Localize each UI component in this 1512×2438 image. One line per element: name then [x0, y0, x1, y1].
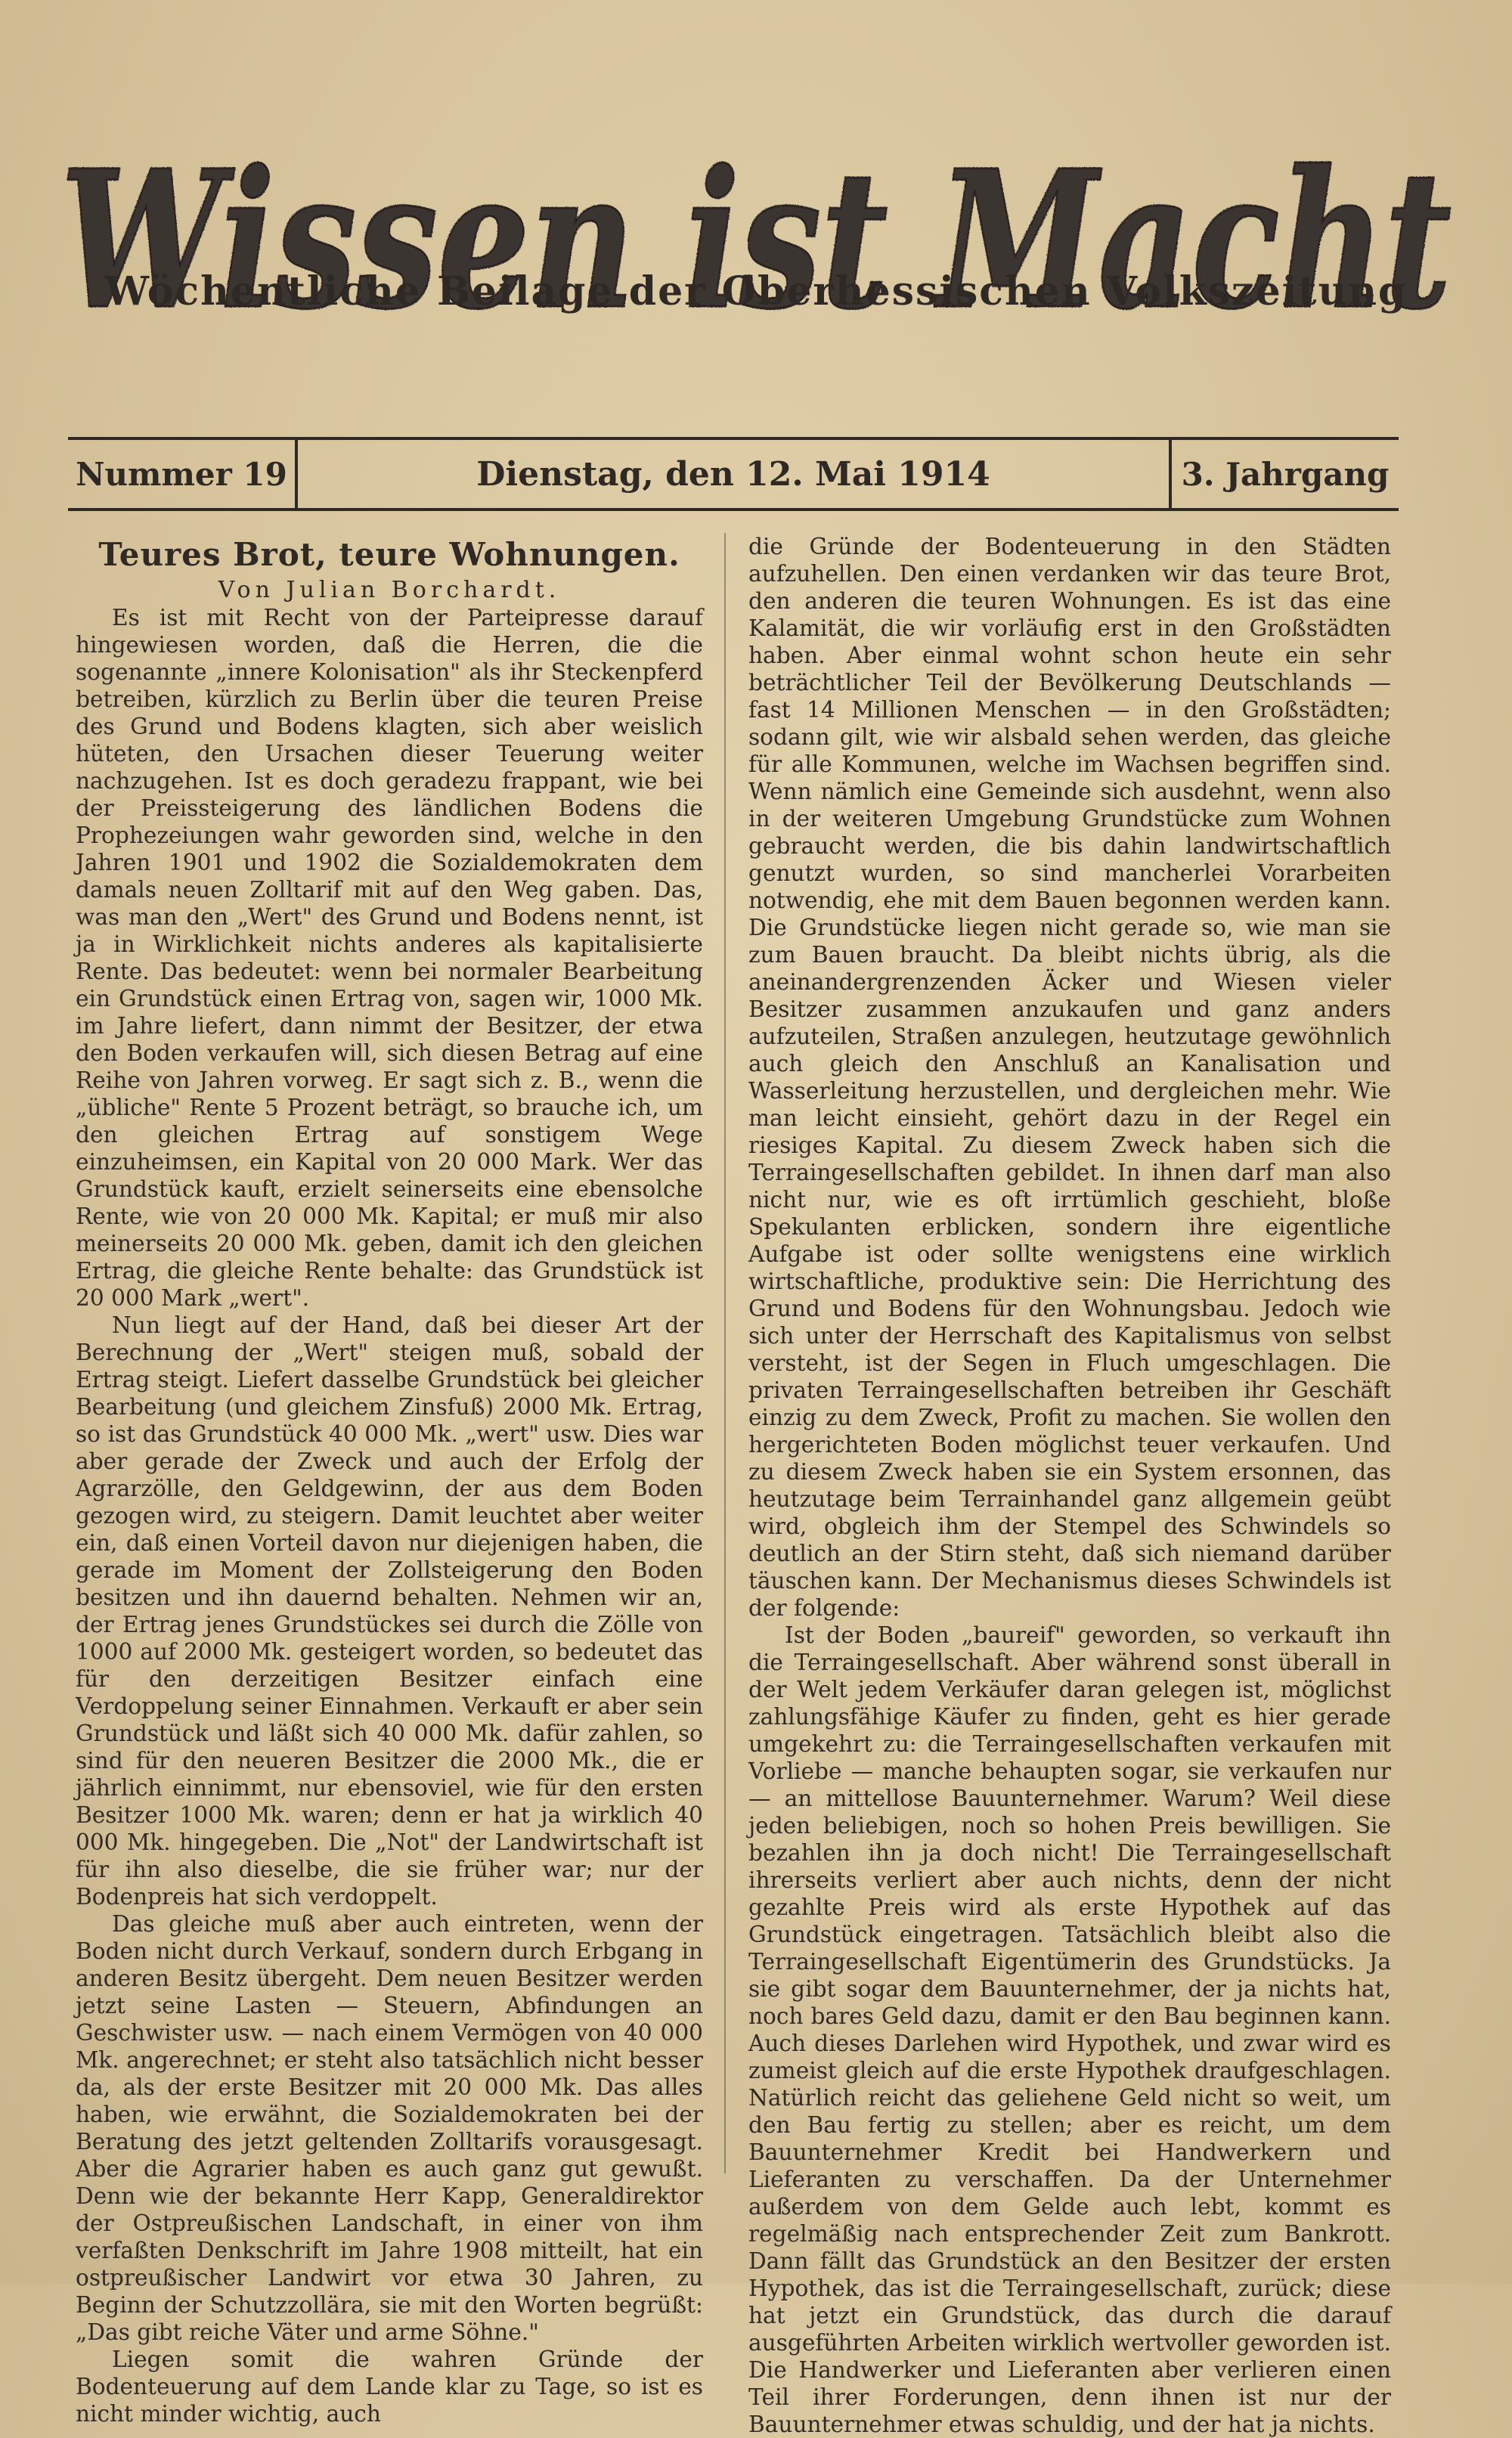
issue-info-bar: [68, 437, 1399, 511]
article-paragraph: Liegen somit die wahren Gründe der Bodenteuerung auf dem Lande klar zu Tage, so ist es nicht minder wichtig, auch: [76, 2347, 703, 2427]
issue-date: Dienstag, den 12. Mai 1914: [298, 440, 1172, 508]
masthead-subtitle: Wöchentliche Beilage der Oberhessischen Volkszeitung: [104, 268, 1408, 314]
column-divider: [724, 533, 726, 2173]
article-column-left: [76, 533, 703, 2427]
article-byline: Von Julian Borchardt.: [218, 577, 561, 603]
issue-volume: 3. Jahrgang: [1181, 455, 1390, 493]
article-paragraph: Ist der Boden „baureif" geworden, so verkauft ihn die Terraingesellschaft. Aber während sonst überall in der Welt jedem Verkäufer daran gelegen ist, möglichst zahlungsfähige Käufer zu finden, geht es hier gerade umgekehrt zu: die Terraingesellschaften verkaufen mit Vorliebe — manche behaupten sogar, sie verkaufen nur — an mittellose Bauunternehmer. Warum? Weil diese jeden beliebigen, noch so hohen Preis bewilligen. Sie bezahlen ihn ja doch nicht! Die Terraingesellschaft ihrerseits verliert aber auch nichts, denn der nicht gezahlte Preis wird als erste Hypothek auf das Grundstück eingetragen. Tatsächlich bleibt also die Terraingesellschaft Eigentümerin des Grundstücks. Ja sie gibt sogar dem Bauunternehmer, der ja nichts hat, noch bares Geld dazu, damit er den Bau beginnen kann. Auch dieses Darlehen wird Hypothek, und zwar wird es zumeist gleich auf die erste Hypothek draufgeschlagen. Natürlich reicht das geliehene Geld nicht so weit, um den Bau fertig zu stellen; aber es reicht, um dem Bauunternehmer Kredit bei Handwerkern und Lieferanten zu verschaffen. Da der Unternehmer außerdem von dem Gelde auch lebt, kommt es regelmäßig nach entsprechender Zeit zum Bankrott. Dann fällt das Grundstück an den Besitzer der ersten Hypothek, das ist die Terraingesellschaft, zurück; diese hat jetzt ein Grundstück, das durch die darauf ausgeführten Arbeiten wirklich wertvoller geworden ist. Die Handwerker und Lieferanten aber verlieren einen Teil ihrer Forderungen, denn ihnen ist nur der Bauunternehmer etwas schuldig, und der hat ja nichts.: [748, 1622, 1391, 2437]
issue-number: Nummer 19: [68, 440, 298, 508]
article-paragraph: Das gleiche muß aber auch eintreten, wenn der Boden nicht durch Verkauf, sondern durch Erbgang in anderen Besitz übergeht. Dem neuen Besitzer werden jetzt seine Lasten — Steuern, Abfindungen an Geschwister usw. — nach einem Vermögen von 40 000 Mk. angerechnet; er steht also tatsächlich nicht besser da, als der erste Besitzer mit 20 000 Mk. Das alles haben, wie erwähnt, die Sozialdemokraten bei der Beratung des jetzt geltenden Zolltarifs vorausgesagt. Aber die Agrarier haben es auch ganz gut gewußt. Denn wie der bekannte Herr Kapp, Generaldirektor der Ostpreußischen Landschaft, in einer von ihm verfaßten Denkschrift im Jahre 1908 mitteilt, hat ein ostpreußischer Landwirt vor etwa 30 Jahren, zu Beginn der Schutzzollära, sie mit den Worten begrüßt: „Das gibt reiche Väter und arme Söhne.": [76, 1911, 703, 2345]
article-headline: Teures Brot, teure Wohnungen.: [98, 536, 680, 573]
article-paragraph: Es ist mit Recht von der Parteipresse darauf hingewiesen worden, daß die Herren, die die sogenannte „innere Kolonisation" als ihr Steckenpferd betreiben, kürzlich zu Berlin über die teuren Preise des Grund und Bodens klagten, sich aber weislich hüteten, den Ursachen dieser Teuerung weiter nachzugehen. Ist es doch geradezu frappant, wie bei der Preissteigerung des ländlichen Bodens die Prophezeiungen wahr geworden sind, welche in den Jahren 1901 und 1902 die Sozialdemokraten dem damals neuen Zolltarif mit auf den Weg gaben. Das, was man den „Wert" des Grund und Bodens nennt, ist ja in Wirklichkeit nichts anderes als kapitalisierte Rente. Das bedeutet: wenn bei normaler Bearbeitung ein Grundstück einen Ertrag von, sagen wir, 1000 Mk. im Jahre liefert, dann nimmt der Besitzer, der etwa den Boden verkaufen will, sich diesen Betrag auf eine Reihe von Jahren vorweg. Er sagt sich z. B., wenn die „übliche" Rente 5 Prozent beträgt, so brauche ich, um den gleichen Ertrag auf sonstigem Wege einzuheimsen, ein Kapital von 20 000 Mark. Wer das Grundstück kauft, erzielt seinerseits eine ebensolche Rente, wie von 20 000 Mk. Kapital; er muß mir also meinerseits 20 000 Mk. geben, damit ich den gleichen Ertrag, die gleiche Rente behalte: das Grundstück ist 20 000 Mark „wert".: [76, 605, 703, 1311]
article-paragraph: Nun liegt auf der Hand, daß bei dieser Art der Berechnung der „Wert" steigen muß, sobald der Ertrag steigt. Liefert dasselbe Grundstück bei gleicher Bearbeitung (und gleichem Zinsfuß) 2000 Mk. Ertrag, so ist das Grundstück 40 000 Mk. „wert" usw. Dies war aber gerade der Zweck und auch der Erfolg der Agrarzölle, den Geldgewinn, der aus dem Boden gezogen wird, zu steigern. Damit leuchtet aber weiter ein, daß einen Vorteil davon nur diejenigen haben, die gerade im Moment der Zollsteigerung den Boden besitzen und ihn dauernd behalten. Nehmen wir an, der Ertrag jenes Grundstückes sei durch die Zölle von 1000 auf 2000 Mk. gesteigert worden, so bedeutet das für den derzeitigen Besitzer einfach eine Verdoppelung seiner Einnahmen. Verkauft er aber sein Grundstück und läßt sich 40 000 Mk. dafür zahlen, so sind für den neueren Besitzer die 2000 Mk., die er jährlich einnimmt, nur ebensoviel, wie für den ersten Besitzer 1000 Mk. waren; denn er hat ja wirklich 40 000 Mk. hingegeben. Die „Not" der Landwirtschaft ist für ihn also dieselbe, die sie früher war; nur der Bodenpreis hat sich verdoppelt.: [76, 1312, 703, 1910]
article-paragraph: die Gründe der Bodenteuerung in den Städten aufzuhellen. Den einen verdanken wir das teure Brot, den anderen die teuren Wohnungen. Es ist das eine Kalamität, die wir vorläufig erst in den Großstädten haben. Aber einmal wohnt schon heute ein sehr beträchtlicher Teil der Bevölkerung Deutschlands — fast 14 Millionen Menschen — in den Großstädten; sodann gilt, wie wir alsbald sehen werden, das gleiche für alle Kommunen, welche im Wachsen begriffen sind. Wenn nämlich eine Gemeinde sich ausdehnt, wenn also in der weiteren Umgebung Grundstücke zum Wohnen gebraucht werden, die bis dahin landwirtschaftlich genutzt wurden, so sind mancherlei Vorarbeiten notwendig, ehe mit dem Bauen begonnen werden kann. Die Grundstücke liegen nicht gerade so, wie man sie zum Bauen braucht. Da bleibt nichts übrig, als die aneinandergrenzenden Äcker und Wiesen vieler Besitzer zusammen anzukaufen und ganz anders aufzuteilen, Straßen anzulegen, heutzutage gewöhnlich auch gleich den Anschluß an Kanalisation und Wasserleitung herzustellen, und dergleichen mehr. Wie man leicht einsieht, gehört dazu in der Regel ein riesiges Kapital. Zu diesem Zweck haben sich die Terraingesellschaften gebildet. In ihnen darf man also nicht nur, wie es oft irrtümlich geschieht, bloße Spekulanten erblicken, sondern ihre eigentliche Aufgabe ist oder sollte wenigstens eine wirklich wirtschaftliche, produktive sein: Die Herrichtung des Grund und Bodens für den Wohnungsbau. Jedoch wie sich unter der Herrschaft des Kapitalismus von selbst versteht, ist der Segen in Fluch umgeschlagen. Die privaten Terraingesellschaften betreiben ihr Geschäft einzig zu dem Zweck, Profit zu machen. Sie wollen den hergerichteten Boden möglichst teuer verkaufen. Und zu diesem Zweck haben sie ein System ersonnen, das heutzutage beim Terrainhandel ganz allgemein geübt wird, obgleich ihm der Stempel des Schwindels so deutlich an der Stirn steht, daß sich niemand darüber täuschen kann. Der Mechanismus dieses Schwindels ist der folgende:: [748, 534, 1391, 1621]
article-column-right: [748, 533, 1391, 2437]
masthead: [53, 113, 1459, 363]
masthead-title-logo: [53, 113, 1459, 363]
masthead-title: Wissen ist Macht: [60, 129, 1452, 351]
